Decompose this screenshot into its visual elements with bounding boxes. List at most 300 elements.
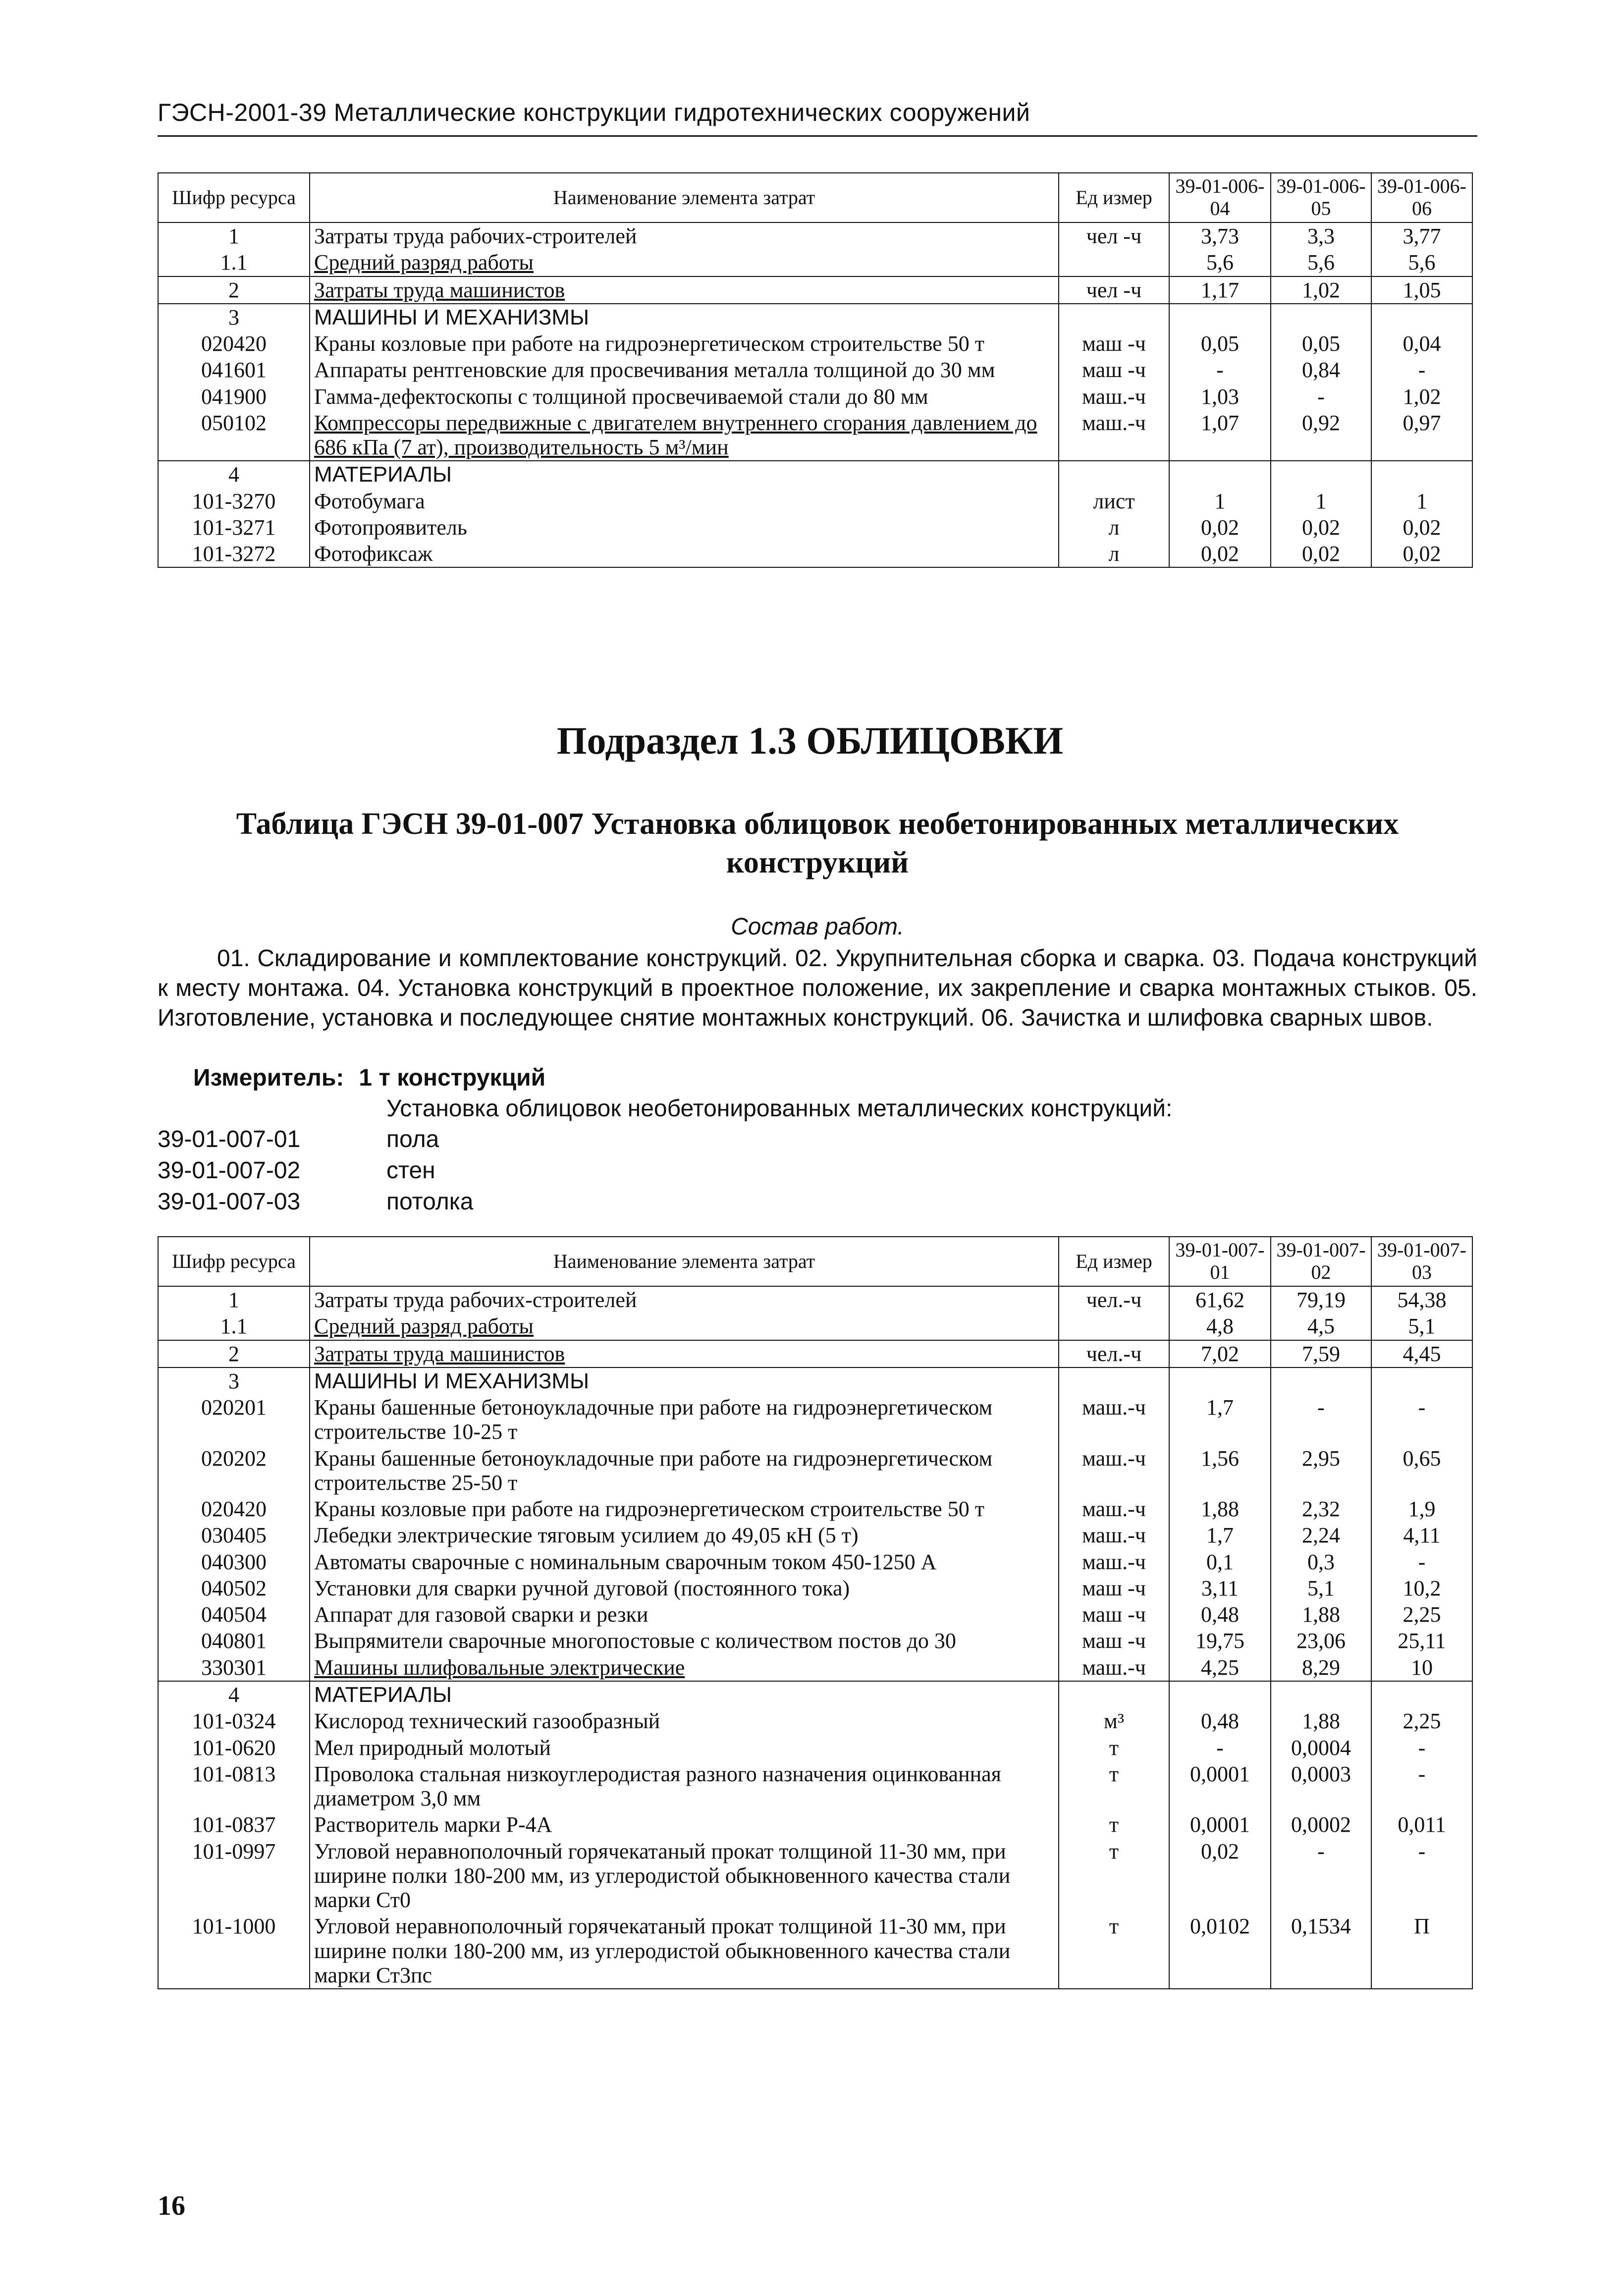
header-rule	[158, 135, 1477, 137]
resource-name-text: Угловой неравнополочный горячекатаный прокат толщиной 11-30 мм, при ширине полки 180-200 мм, из углеродистой обыкновенного качества стали марки Ст3пс	[314, 1914, 1011, 1987]
meter-value: 1 т конструкций	[359, 1065, 546, 1091]
resource-table-1	[158, 172, 1473, 568]
rate-value-2	[1271, 1549, 1371, 1575]
rate-value-2	[1271, 1913, 1371, 1989]
resource-name	[310, 304, 1059, 330]
resource-code-text: 040300	[201, 1549, 267, 1574]
resource-unit-text: л	[1108, 515, 1120, 540]
rate-value-1-text: 1,7	[1206, 1395, 1234, 1420]
resource-code-text: 330301	[201, 1655, 267, 1680]
resource-code-text: 4	[228, 1682, 239, 1707]
resource-name	[310, 357, 1059, 383]
resource-code	[158, 383, 310, 410]
rate-value-2-text: 1	[1315, 489, 1327, 513]
resource-name-text: Аппарат для газовой сварки и резки	[314, 1602, 648, 1627]
rate-value-1	[1169, 1575, 1271, 1601]
resource-unit-text: чел.-ч	[1086, 1288, 1142, 1312]
rate-value-2-text: -	[1317, 1839, 1325, 1863]
resource-name	[310, 1522, 1059, 1548]
col-header-code: Шифр ресурса	[158, 173, 310, 222]
table-row	[158, 1286, 1472, 1313]
rate-value-2-text: 79,19	[1296, 1288, 1346, 1312]
rate-value-3-text: П	[1414, 1914, 1430, 1939]
resource-table-2	[158, 1236, 1473, 1989]
rate-value-3	[1371, 1761, 1472, 1812]
resource-unit-text: л	[1108, 542, 1120, 566]
rate-value-3-text: 10	[1411, 1655, 1433, 1680]
rate-value-1	[1169, 1496, 1271, 1522]
resource-code-text: 101-3270	[192, 489, 276, 513]
table-row	[158, 1549, 1472, 1575]
rate-value-2-text: 1,88	[1302, 1602, 1340, 1627]
installation-heading: Установка облицовок необетонированных металлических конструкций:	[386, 1095, 1173, 1122]
resource-name	[310, 1913, 1059, 1989]
rate-value-1	[1169, 1367, 1271, 1394]
table-row	[158, 1735, 1472, 1761]
resource-code-text: 1	[228, 1288, 239, 1312]
rate-value-3	[1371, 1445, 1472, 1496]
resource-code-text: 3	[228, 1368, 239, 1393]
rate-value-2-text: 0,05	[1302, 331, 1340, 356]
resource-name-text: Затраты труда машинистов	[314, 1341, 565, 1366]
resource-name-text: Выпрямители сварочные многопостовые с количеством постов до 30	[314, 1629, 956, 1653]
resource-unit	[1059, 1313, 1169, 1340]
rate-value-2	[1271, 1445, 1371, 1496]
resource-unit	[1059, 1340, 1169, 1367]
rate-value-3	[1371, 461, 1472, 488]
rate-value-1	[1169, 1708, 1271, 1734]
rate-code-name: стен	[386, 1157, 435, 1184]
rate-value-1	[1169, 1838, 1271, 1913]
rate-value-1-text: 1,03	[1201, 384, 1239, 409]
resource-name	[310, 1811, 1059, 1838]
resource-unit	[1059, 304, 1169, 330]
col-header-rate-2: 39-01-006-05	[1271, 173, 1371, 222]
resource-code	[158, 541, 310, 567]
resource-name	[310, 1628, 1059, 1654]
rate-value-1-text: 1,88	[1201, 1497, 1239, 1522]
rate-value-2	[1271, 1681, 1371, 1708]
resource-code-text: 030405	[201, 1523, 267, 1548]
rate-value-1-text: 5,6	[1206, 250, 1234, 275]
resource-unit	[1059, 357, 1169, 383]
rate-value-3	[1371, 1394, 1472, 1445]
resource-name	[310, 1654, 1059, 1681]
resource-name	[310, 1761, 1059, 1812]
resource-name	[310, 249, 1059, 276]
rate-value-3	[1371, 1340, 1472, 1367]
rate-value-1	[1169, 1681, 1271, 1708]
col-header-unit: Ед измер	[1059, 173, 1169, 222]
rate-value-2	[1271, 276, 1371, 304]
resource-code	[158, 330, 310, 357]
running-header: ГЭСН-2001-39 Металлические конструкции гидротехнических сооружений	[158, 99, 1030, 126]
resource-code	[158, 1522, 310, 1548]
resource-code	[158, 357, 310, 383]
rate-value-3	[1371, 514, 1472, 541]
rate-value-3-text: 0,65	[1403, 1446, 1441, 1471]
resource-code	[158, 1681, 310, 1708]
resource-code	[158, 1286, 310, 1313]
rate-value-2-text: 23,06	[1296, 1629, 1346, 1653]
resource-name	[310, 1496, 1059, 1522]
rate-value-1	[1169, 1313, 1271, 1340]
rate-value-2-text: 0,0003	[1291, 1761, 1351, 1786]
rate-value-2-text: 4,5	[1307, 1314, 1335, 1339]
resource-name	[310, 383, 1059, 410]
resource-name	[310, 1394, 1059, 1445]
resource-code	[158, 1913, 310, 1989]
resource-code-text: 101-1000	[192, 1914, 276, 1939]
rate-value-2	[1271, 1601, 1371, 1628]
rate-value-3-text: 25,11	[1398, 1629, 1446, 1653]
col-header-name: Наименование элемента затрат	[310, 1237, 1059, 1286]
resource-name	[310, 461, 1059, 488]
rate-value-1	[1169, 1735, 1271, 1761]
work-composition-heading: Состав работ.	[731, 914, 904, 940]
rate-value-3	[1371, 410, 1472, 461]
rate-value-1	[1169, 304, 1271, 330]
resource-code	[158, 1601, 310, 1628]
resource-name	[310, 1708, 1059, 1734]
resource-unit-text: т	[1109, 1735, 1119, 1760]
table-row	[158, 304, 1472, 330]
resource-name	[310, 1549, 1059, 1575]
rate-value-2-text: 2,24	[1302, 1523, 1340, 1548]
table-row	[158, 249, 1472, 276]
resource-unit	[1059, 1575, 1169, 1601]
rate-value-2-text: 0,02	[1302, 515, 1340, 540]
work-composition-text: 01. Складирование и комплектование конструкций. 02. Укрупнительная сборка и сварка. 03. Подача конструкций к месту монтажа. 04. Установка конструкций в проектное положение, их закрепление и сварка монтажных стыков. 05. Изготовление, установка и последующее снятие монтажных конструкций. 06. Зачистка и шлифовка сварных швов.	[158, 945, 1477, 1031]
resource-name-text: Затраты труда рабочих-строителей	[314, 224, 637, 248]
resource-name-text: Краны башенные бетоноукладочные при работе на гидроэнергетическом строительстве 25-50 т	[314, 1446, 993, 1495]
resource-unit	[1059, 461, 1169, 488]
resource-code-text: 101-0620	[192, 1735, 276, 1760]
table-row	[158, 222, 1472, 249]
rate-value-2-text: 5,1	[1307, 1576, 1335, 1600]
rate-value-1-text: 0,02	[1201, 1839, 1239, 1863]
resource-code-text: 020420	[201, 1497, 267, 1522]
resource-unit-text: м³	[1103, 1709, 1125, 1734]
col-header-name: Наименование элемента затрат	[310, 173, 1059, 222]
resource-name-text: МАШИНЫ И МЕХАНИЗМЫ	[314, 305, 590, 329]
rate-value-1	[1169, 1549, 1271, 1575]
resource-unit	[1059, 514, 1169, 541]
rate-value-2	[1271, 1286, 1371, 1313]
resource-unit	[1059, 1735, 1169, 1761]
rate-value-1	[1169, 1445, 1271, 1496]
table-row	[158, 1394, 1472, 1445]
rate-value-3	[1371, 1811, 1472, 1838]
resource-unit	[1059, 1445, 1169, 1496]
resource-unit	[1059, 1601, 1169, 1628]
table-row	[158, 1340, 1472, 1367]
resource-code	[158, 410, 310, 461]
col-header-rate-2: 39-01-007-02	[1271, 1237, 1371, 1286]
resource-unit	[1059, 541, 1169, 567]
rate-code-name: потолка	[386, 1189, 474, 1215]
rate-value-1	[1169, 1811, 1271, 1838]
table-row	[158, 1522, 1472, 1548]
resource-name	[310, 410, 1059, 461]
subsection-title: Подраздел 1.3 ОБЛИЦОВКИ	[556, 719, 1064, 762]
col-header-code: Шифр ресурса	[158, 1237, 310, 1286]
resource-unit-text: чел -ч	[1086, 277, 1142, 302]
table-row	[158, 1496, 1472, 1522]
rate-value-3-text: 0,04	[1403, 331, 1441, 356]
rate-value-2-text: 0,3	[1307, 1549, 1335, 1574]
rate-value-2	[1271, 1340, 1371, 1367]
resource-code	[158, 1394, 310, 1445]
rate-value-3	[1371, 1628, 1472, 1654]
resource-code-text: 2	[228, 1341, 239, 1366]
rate-value-1-text: 1,07	[1201, 410, 1239, 435]
rate-value-2	[1271, 1761, 1371, 1812]
resource-unit-text: маш -ч	[1082, 1629, 1146, 1653]
table-row	[158, 461, 1472, 488]
rate-value-2-text: 2,32	[1302, 1497, 1340, 1522]
resource-unit-text: т	[1109, 1812, 1119, 1837]
resource-name-text: Автоматы сварочные с номинальным сварочным током 450-1250 А	[314, 1549, 937, 1574]
rate-value-1	[1169, 1340, 1271, 1367]
rate-value-2	[1271, 383, 1371, 410]
table-row	[158, 1367, 1472, 1394]
rate-value-1	[1169, 541, 1271, 567]
table-title: Таблица ГЭСН 39-01-007 Установка облицовок необетонированных металлических конструкций	[236, 807, 1399, 879]
rate-code: 39-01-007-03	[158, 1189, 301, 1215]
resource-name-text: Затраты труда рабочих-строителей	[314, 1288, 637, 1312]
rate-value-2	[1271, 1735, 1371, 1761]
resource-name-text: Проволока стальная низкоуглеродистая разного назначения оцинкованная диаметром 3,0 мм	[314, 1761, 1001, 1811]
meter-line	[193, 1064, 545, 1092]
rate-value-3	[1371, 1367, 1472, 1394]
rate-code: 39-01-007-02	[158, 1157, 301, 1184]
rate-value-1-text: 1,56	[1201, 1446, 1239, 1471]
rate-value-3	[1371, 1681, 1472, 1708]
resource-name-text: Аппараты рентгеновские для просвечивания металла толщиной до 30 мм	[314, 358, 995, 383]
resource-name	[310, 1367, 1059, 1394]
resource-unit-text: маш -ч	[1082, 1602, 1146, 1627]
rate-value-3	[1371, 1575, 1472, 1601]
rate-value-3-text: 1	[1416, 489, 1427, 513]
rate-value-2	[1271, 1838, 1371, 1913]
resource-unit-text: маш.-ч	[1082, 1497, 1146, 1522]
rate-value-2	[1271, 357, 1371, 383]
resource-unit	[1059, 1838, 1169, 1913]
rate-code-name: пола	[386, 1126, 439, 1152]
table-row	[158, 1761, 1472, 1812]
table-row	[158, 1681, 1472, 1708]
rate-value-2	[1271, 1708, 1371, 1734]
rate-value-1-text: 0,02	[1201, 515, 1239, 540]
resource-table-1-body	[158, 222, 1472, 567]
resource-name	[310, 330, 1059, 357]
resource-code-text: 1.1	[220, 250, 248, 275]
rate-value-1	[1169, 1761, 1271, 1812]
rate-value-2	[1271, 330, 1371, 357]
resource-code	[158, 488, 310, 514]
rate-value-2	[1271, 222, 1371, 249]
rate-value-1-text: 0,48	[1201, 1709, 1239, 1734]
rate-value-1	[1169, 1522, 1271, 1548]
rate-value-2-text: 0,0004	[1291, 1735, 1351, 1760]
rate-value-2	[1271, 1496, 1371, 1522]
rate-value-3	[1371, 249, 1472, 276]
rate-value-2	[1271, 1313, 1371, 1340]
resource-unit-text: т	[1109, 1839, 1119, 1863]
col-header-unit: Ед измер	[1059, 1237, 1169, 1286]
resource-code	[158, 1367, 310, 1394]
resource-unit-text: чел.-ч	[1086, 1341, 1142, 1366]
rate-value-3-text: 54,38	[1397, 1288, 1447, 1312]
resource-name	[310, 222, 1059, 249]
rate-value-3	[1371, 330, 1472, 357]
resource-code-text: 1	[228, 224, 239, 248]
table-row	[158, 1811, 1472, 1838]
rate-value-1-text: 0,0102	[1190, 1914, 1250, 1939]
rate-value-3	[1371, 1313, 1472, 1340]
resource-unit-text: маш -ч	[1082, 331, 1146, 356]
table-row	[158, 1445, 1472, 1496]
rate-value-3-text: -	[1418, 1839, 1426, 1863]
rate-value-3	[1371, 383, 1472, 410]
table-row	[158, 1913, 1472, 1989]
rate-value-2-text: 3,3	[1307, 224, 1335, 248]
resource-unit	[1059, 1286, 1169, 1313]
rate-value-3-text: 5,6	[1408, 250, 1436, 275]
rate-value-3-text: -	[1418, 1761, 1426, 1786]
rate-value-2-text: -	[1317, 1395, 1325, 1420]
rate-value-1	[1169, 514, 1271, 541]
resource-name-text: Машины шлифовальные электрические	[314, 1655, 685, 1680]
resource-name-text: Растворитель марки Р-4А	[314, 1812, 552, 1837]
resource-name-text: Лебедки электрические тяговым усилием до 49,05 кН (5 т)	[314, 1523, 859, 1548]
rate-value-1	[1169, 1654, 1271, 1681]
rate-value-3	[1371, 1496, 1472, 1522]
rate-value-1-text: 4,25	[1201, 1655, 1239, 1680]
rate-value-3	[1371, 357, 1472, 383]
rate-value-3	[1371, 1286, 1472, 1313]
rate-value-2	[1271, 514, 1371, 541]
resource-name-text: Фотопроявитель	[314, 515, 467, 540]
page-number: 16	[158, 2190, 185, 2221]
rate-value-1-text: 19,75	[1195, 1629, 1244, 1653]
resource-name	[310, 1340, 1059, 1367]
rate-value-2-text: 7,59	[1302, 1341, 1340, 1366]
resource-code-text: 040502	[201, 1576, 267, 1600]
rate-value-3	[1371, 1913, 1472, 1989]
resource-unit	[1059, 1654, 1169, 1681]
rate-value-2	[1271, 1394, 1371, 1445]
rate-value-1-text: -	[1216, 1735, 1224, 1760]
rate-value-2-text: 5,6	[1307, 250, 1335, 275]
rate-value-1-text: 3,11	[1201, 1576, 1239, 1600]
resource-name	[310, 1445, 1059, 1496]
rate-value-1-text: 7,02	[1201, 1341, 1239, 1366]
rate-value-2-text: 0,0002	[1291, 1812, 1351, 1837]
resource-code	[158, 1708, 310, 1734]
resource-code	[158, 1811, 310, 1838]
resource-code-text: 020201	[201, 1395, 267, 1420]
resource-code	[158, 1735, 310, 1761]
rate-value-2-text: 1,02	[1302, 277, 1340, 302]
rate-value-2	[1271, 488, 1371, 514]
rate-value-2	[1271, 1522, 1371, 1548]
resource-name-text: Кислород технический газообразный	[314, 1709, 660, 1734]
rate-value-3	[1371, 276, 1472, 304]
rate-value-1-text: 0,0001	[1190, 1812, 1250, 1837]
rate-value-3	[1371, 541, 1472, 567]
rate-value-3-text: 4,11	[1403, 1523, 1441, 1548]
rate-value-1-text: 0,05	[1201, 331, 1239, 356]
resource-code-text: 101-0997	[192, 1839, 276, 1863]
resource-code	[158, 1628, 310, 1654]
resource-unit	[1059, 1549, 1169, 1575]
resource-code-text: 101-3271	[192, 515, 276, 540]
resource-code-text: 040801	[201, 1629, 267, 1653]
rate-value-1	[1169, 330, 1271, 357]
rate-value-3-text: 1,02	[1403, 384, 1441, 409]
resource-name-text: МАТЕРИАЛЫ	[314, 1682, 452, 1707]
rate-value-2	[1271, 1628, 1371, 1654]
resource-code	[158, 1654, 310, 1681]
resource-unit	[1059, 1681, 1169, 1708]
rate-value-1	[1169, 276, 1271, 304]
rate-value-1	[1169, 488, 1271, 514]
table-row	[158, 488, 1472, 514]
rate-value-1-text: 0,1	[1206, 1549, 1234, 1574]
rate-value-2-text: 0,92	[1302, 410, 1340, 435]
resource-code-text: 1.1	[220, 1314, 248, 1339]
resource-code-text: 101-0813	[192, 1761, 276, 1786]
table-row	[158, 514, 1472, 541]
resource-unit-text: т	[1109, 1761, 1119, 1786]
rate-value-3	[1371, 1522, 1472, 1548]
rate-value-3	[1371, 1838, 1472, 1913]
rate-value-1	[1169, 1913, 1271, 1989]
resource-unit	[1059, 1708, 1169, 1734]
resource-unit-text: чел -ч	[1086, 224, 1142, 248]
rate-value-1	[1169, 410, 1271, 461]
col-header-rate-1: 39-01-007-01	[1169, 1237, 1271, 1286]
rate-value-1-text: 0,0001	[1190, 1761, 1250, 1786]
rate-value-1	[1169, 383, 1271, 410]
resource-name	[310, 1601, 1059, 1628]
resource-unit	[1059, 410, 1169, 461]
resource-name-text: Установки для сварки ручной дуговой (постоянного тока)	[314, 1576, 850, 1600]
rate-value-2-text: 8,29	[1302, 1655, 1340, 1680]
resource-code-text: 4	[228, 462, 239, 487]
resource-code	[158, 1549, 310, 1575]
resource-name-text: МАТЕРИАЛЫ	[314, 462, 452, 487]
table-row	[158, 1628, 1472, 1654]
rate-value-3	[1371, 222, 1472, 249]
resource-name	[310, 488, 1059, 514]
rate-value-1	[1169, 357, 1271, 383]
table-row	[158, 1708, 1472, 1734]
table-row	[158, 1654, 1472, 1681]
resource-unit-text: маш.-ч	[1082, 1446, 1146, 1471]
resource-code	[158, 1575, 310, 1601]
rate-value-2-text: -	[1317, 384, 1325, 409]
table-row	[158, 357, 1472, 383]
resource-unit	[1059, 1367, 1169, 1394]
resource-name-text: Угловой неравнополочный горячекатаный прокат толщиной 11-30 мм, при ширине полки 180-200 мм, из углеродистой обыкновенного качества стали марки Ст0	[314, 1839, 1011, 1913]
rate-value-1-text: 1	[1214, 489, 1226, 513]
resource-code	[158, 1496, 310, 1522]
rate-value-1	[1169, 1628, 1271, 1654]
rate-value-2	[1271, 304, 1371, 330]
